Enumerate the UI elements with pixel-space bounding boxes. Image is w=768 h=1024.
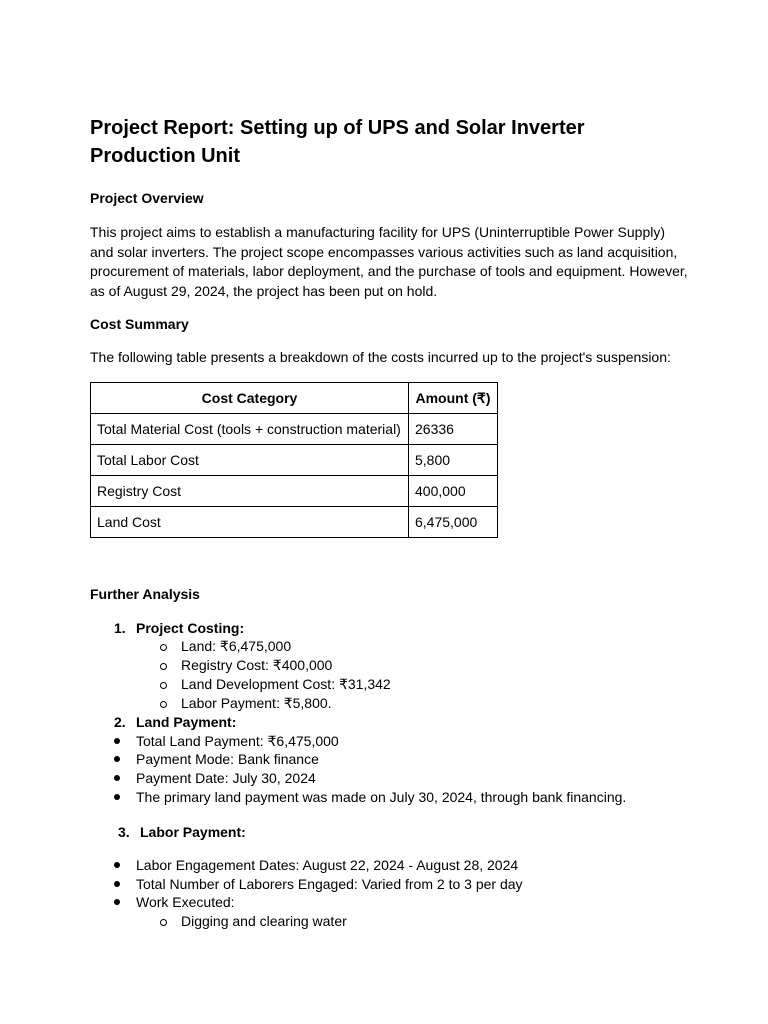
table-header-cell: Amount (₹) bbox=[409, 383, 498, 414]
table-cell: 400,000 bbox=[409, 476, 498, 507]
table-cell: Land Cost bbox=[91, 507, 409, 538]
table-cell: Registry Cost bbox=[91, 476, 409, 507]
bullet-item-text: Labor Engagement Dates: August 22, 2024 - August 28, 2024 bbox=[136, 857, 519, 873]
table-header-row bbox=[91, 383, 498, 414]
list-number: 1. bbox=[114, 620, 126, 636]
list-number: 2. bbox=[114, 714, 126, 730]
further-analysis-heading: Further Analysis bbox=[90, 586, 200, 602]
bullet-icon bbox=[114, 794, 120, 800]
bullet-icon bbox=[114, 738, 120, 744]
page-title: Project Report: Setting up of UPS and Solar Inverter Production Unit bbox=[90, 117, 585, 167]
circle-bullet-icon bbox=[160, 919, 167, 926]
bullet-item-text: Payment Mode: Bank finance bbox=[136, 751, 319, 767]
circle-bullet-icon bbox=[160, 644, 167, 651]
bullet-icon bbox=[114, 862, 120, 868]
bullet-icon bbox=[114, 756, 120, 762]
table-cell: 6,475,000 bbox=[409, 507, 498, 538]
list-number: 3. bbox=[118, 824, 130, 840]
bullet-item-text: The primary land payment was made on July 30, 2024, through bank financing. bbox=[136, 789, 627, 805]
bullet-item-text: Work Executed: bbox=[136, 894, 235, 910]
sub-list-item-text: Land Development Cost: ₹31,342 bbox=[181, 676, 391, 692]
cost-summary-heading: Cost Summary bbox=[90, 316, 189, 332]
bullet-icon bbox=[114, 881, 120, 887]
table-row bbox=[91, 445, 498, 476]
list-item-label: Land Payment: bbox=[136, 714, 237, 730]
bullet-item-text: Total Land Payment: ₹6,475,000 bbox=[136, 733, 339, 749]
circle-bullet-icon bbox=[160, 663, 167, 670]
table-cell: 5,800 bbox=[409, 445, 498, 476]
circle-bullet-icon bbox=[160, 682, 167, 689]
bullet-item-text: Payment Date: July 30, 2024 bbox=[136, 770, 316, 786]
sub-list-item-text: Registry Cost: ₹400,000 bbox=[181, 657, 333, 673]
sub-list-item-text: Land: ₹6,475,000 bbox=[181, 638, 292, 654]
table-cell: Total Labor Cost bbox=[91, 445, 409, 476]
cost-table bbox=[90, 382, 498, 538]
overview-heading: Project Overview bbox=[90, 190, 204, 206]
table-header-cell: Cost Category bbox=[91, 383, 409, 414]
table-row bbox=[91, 476, 498, 507]
table-row bbox=[91, 507, 498, 538]
list-item-label: Project Costing: bbox=[136, 620, 245, 636]
bullet-icon bbox=[114, 775, 120, 781]
sub-list-item-text: Digging and clearing water bbox=[181, 913, 347, 929]
table-cell: Total Material Cost (tools + construction material) bbox=[91, 414, 409, 445]
overview-paragraph: This project aims to establish a manufacturing facility for UPS (Uninterruptible Power Supply) and solar inverters. The project scope encompasses various activities such as land acquisition, procurement of materials, labor deployment, and the purchase of tools and equipment. However, as of August 29, 2024, the project has been put on hold. bbox=[90, 224, 688, 299]
table-row bbox=[91, 414, 498, 445]
bullet-item-text: Total Number of Laborers Engaged: Varied from 2 to 3 per day bbox=[136, 876, 523, 892]
sub-list-item-text: Labor Payment: ₹5,800. bbox=[181, 695, 332, 711]
bullet-icon bbox=[114, 899, 120, 905]
table-cell: 26336 bbox=[409, 414, 498, 445]
circle-bullet-icon bbox=[160, 701, 167, 708]
list-item-label: Labor Payment: bbox=[140, 824, 246, 840]
cost-summary-intro: The following table presents a breakdown of the costs incurred up to the project's suspension: bbox=[90, 349, 671, 365]
